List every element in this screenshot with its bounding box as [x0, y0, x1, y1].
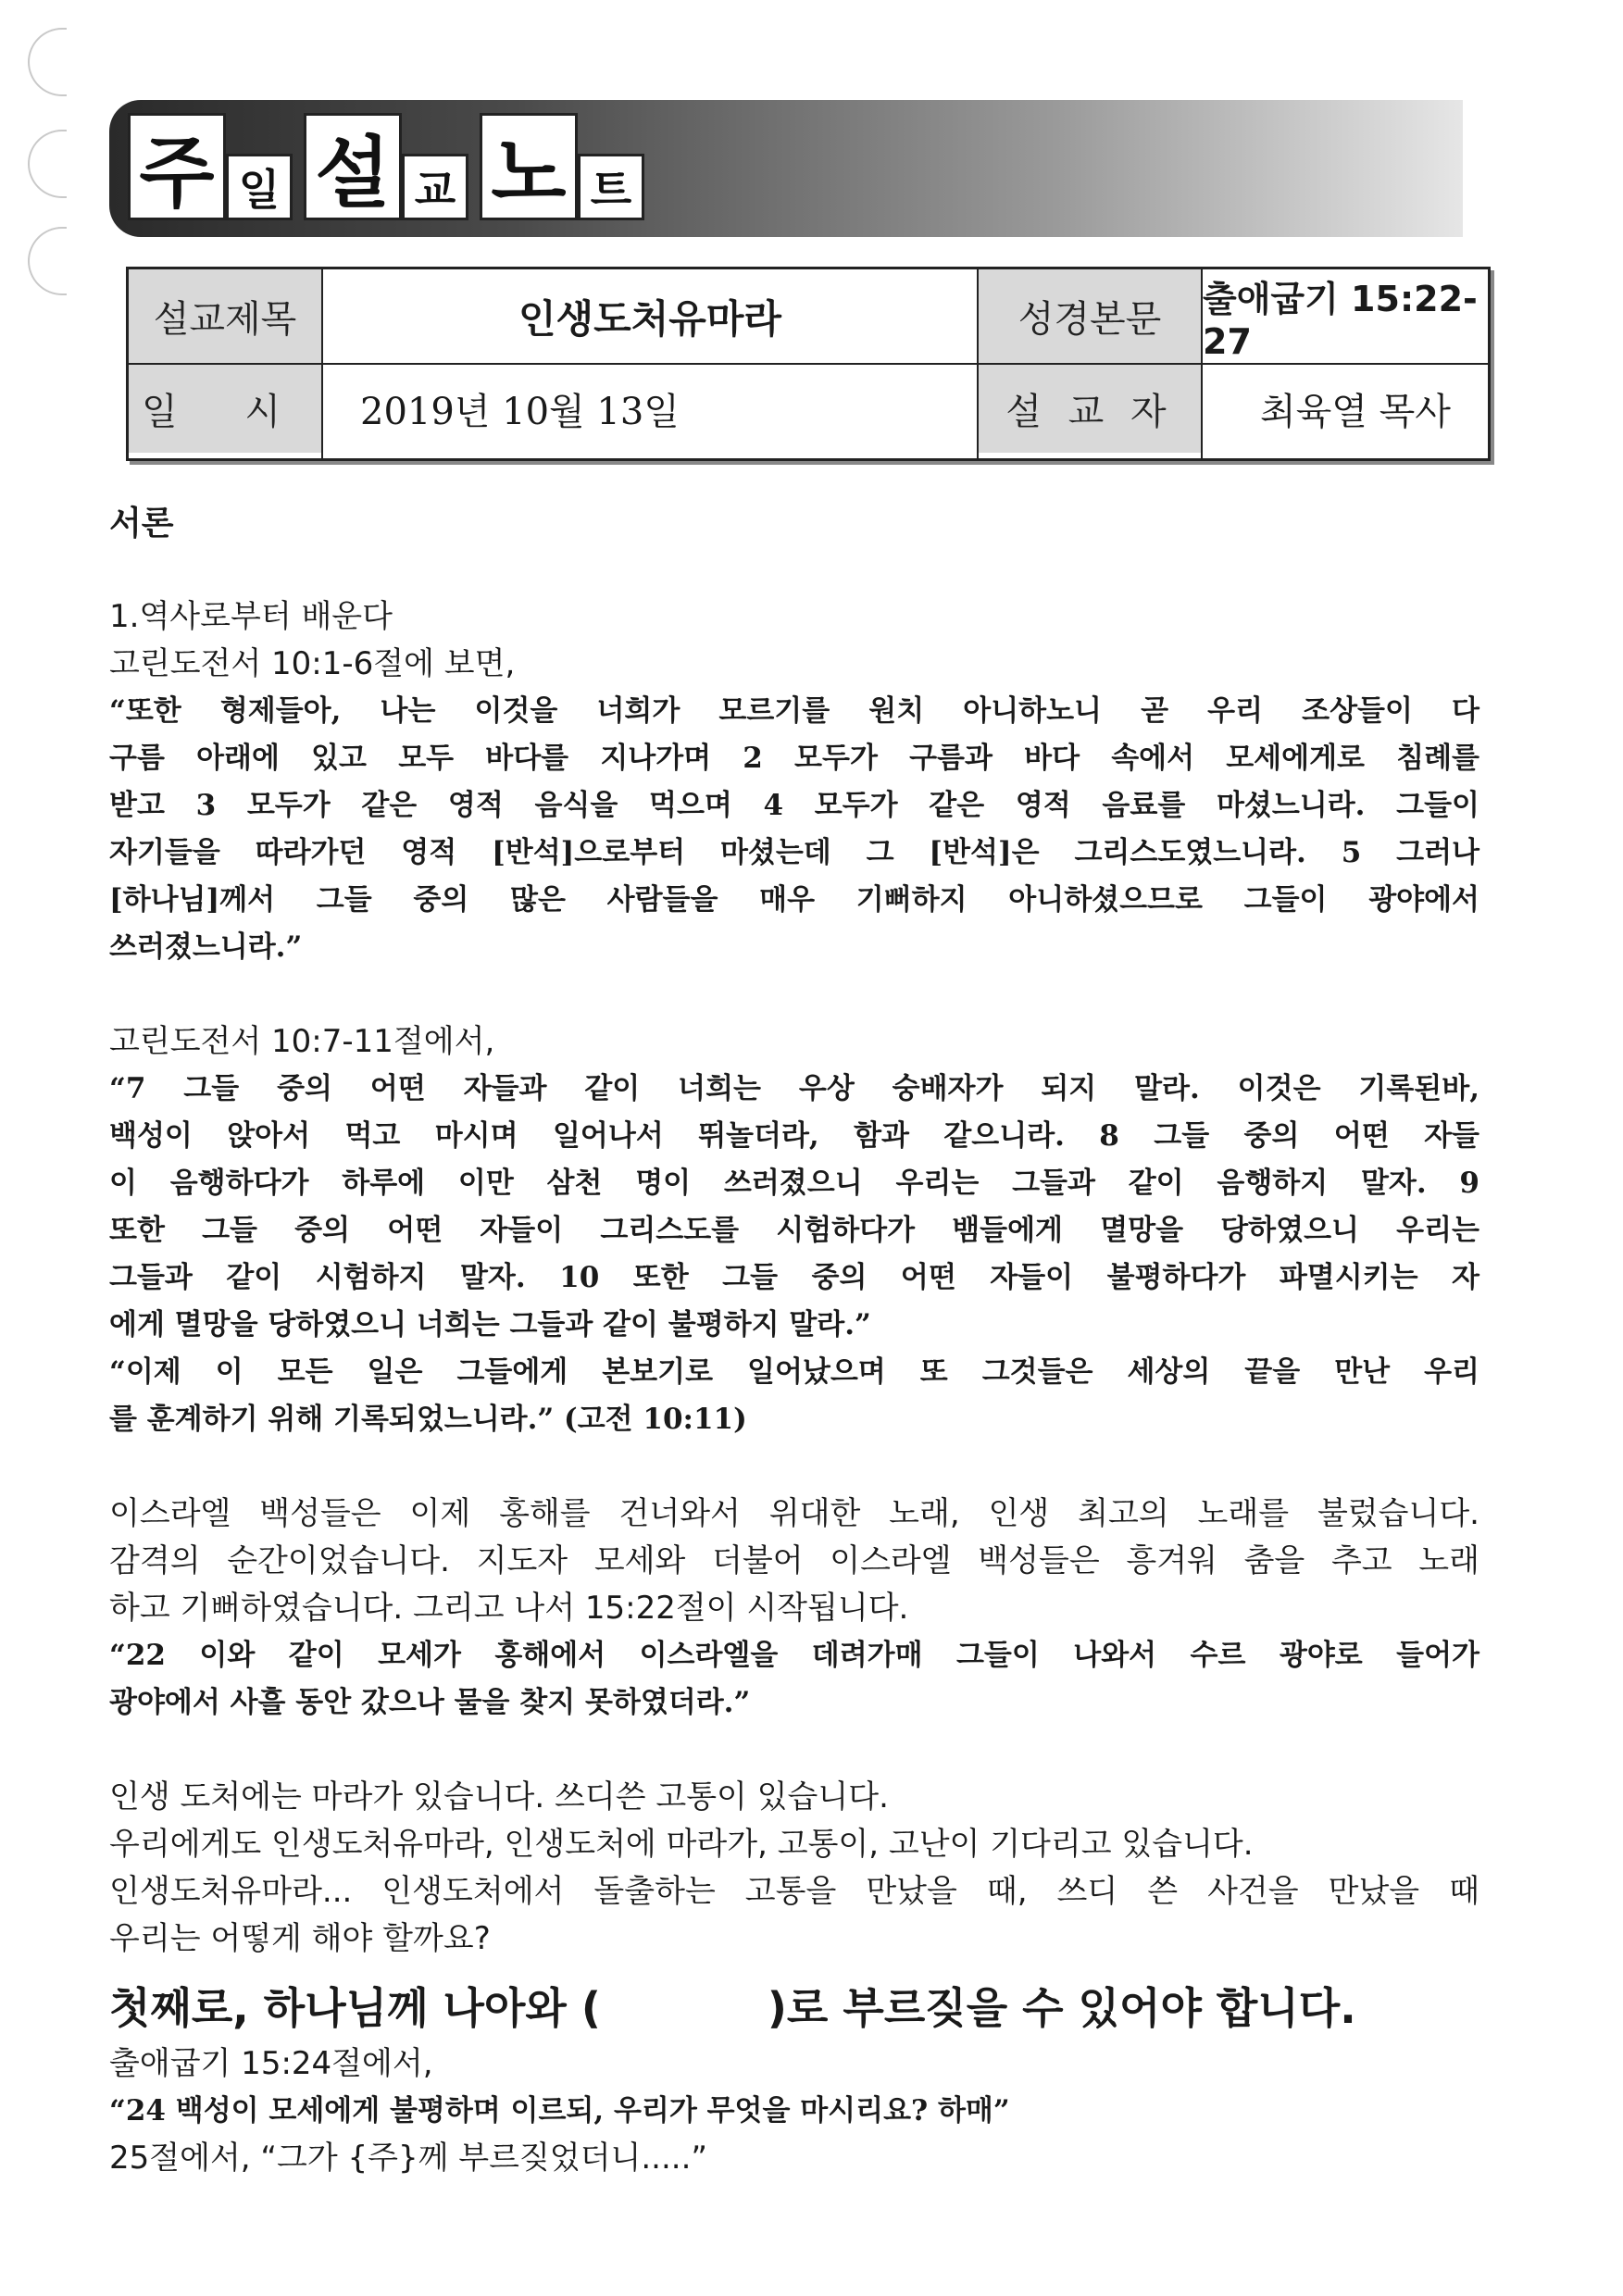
text-line: 이스라엘 백성들은 이제 홍해를 건너와서 위대한 노래, 인생 최고의 노래를 불렀습니다. [109, 1495, 1479, 1532]
punch-hole [28, 227, 67, 295]
quote-line: “22 이와 같이 모세가 홍해에서 이스라엘을 데려가매 그들이 나와서 수르 광야로 들어가 [109, 1639, 1479, 1672]
quote-line: 받고 3 모두가 같은 영적 음식을 먹으며 4 모두가 같은 영적 음료를 마셨느니라. 그들이 [109, 789, 1479, 822]
page-title [128, 113, 655, 220]
preacher-label: 설 교 자 [979, 365, 1201, 453]
text-line: 고린도전서 10:1-6절에 보면, [109, 645, 516, 682]
text-line: 인생 도처에는 마라가 있습니다. 쓰디쓴 고통이 있습니다. [109, 1778, 889, 1816]
title-char: 설 [304, 113, 402, 220]
punch-hole [28, 130, 67, 198]
quote-line: 자기들을 따라가던 영적 [반석]으로부터 마셨는데 그 [반석]은 그리스도였느니라. 5 그러나 [109, 836, 1479, 869]
quote-line: 광야에서 사흘 동안 갔으나 물을 찾지 못하였더라.” [109, 1686, 751, 1719]
quote-line: 쓰러졌느니라.” [109, 930, 303, 964]
text-line: 고린도전서 10:7-11절에서, [109, 1023, 495, 1060]
quote-line: 에게 멸망을 당하였으니 너희는 그들과 같이 불평하지 말라.” [109, 1308, 871, 1341]
title-char: 교 [402, 154, 468, 220]
scripture-value: 출애굽기 15:22-27 [1203, 279, 1478, 362]
sermon-title-value: 인생도처유마라 [518, 295, 781, 342]
quote-line: 구름 아래에 있고 모두 바다를 지나가며 2 모두가 구름과 바다 속에서 모세에게로 침례를 [109, 742, 1479, 775]
quote-line: 백성이 앉아서 먹고 마시며 일어나서 뛰놀더라, 함과 같으니라. 8 그들 중의 어떤 자들 [109, 1119, 1479, 1153]
preacher-value: 최육열 목사 [1260, 391, 1451, 433]
quote-line: “이제 이 모든 일은 그들에게 본보기로 일어났으며 또 그것들은 세상의 끝을 만난 우리 [109, 1355, 1479, 1389]
quote-line: 또한 그들 중의 어떤 자들이 그리스도를 시험하다가 뱀들에게 멸망을 당하였으니 우리는 [109, 1214, 1479, 1247]
quote-line: “또한 형제들아, 나는 이것을 너희가 모르기를 원치 아니하노니 곧 우리 조상들이 다 [109, 694, 1479, 728]
sermon-info-table [126, 267, 1491, 461]
quote-line: “7 그들 중의 어떤 자들과 같이 너희는 우상 숭배자가 되지 말라. 이것은 기록된바, [109, 1072, 1479, 1105]
punch-hole [28, 28, 67, 96]
text-line: 감격의 순간이었습니다. 지도자 모세와 더불어 이스라엘 백성들은 흥겨워 춤을 추고 노래 [109, 1542, 1479, 1579]
quote-line: “24 백성이 모세에게 불평하며 이르되, 우리가 무엇을 마시리요? 하매” [109, 2094, 1010, 2128]
scripture-label: 성경본문 [979, 269, 1201, 363]
text-line: 우리는 어떻게 해야 할까요? [109, 1920, 491, 1957]
date-value: 2019년 10월 13일 [360, 391, 680, 433]
text-line: 25절에서, “그가 {주}께 부르짖었더니.....” [109, 2140, 707, 2177]
title-char: 노 [480, 113, 578, 220]
heading-part: )로 부르짖을 수 있어야 합니다. [767, 1983, 1356, 2033]
heading-part: 첫째로, 하나님께 나아와 ( [109, 1983, 601, 2033]
section-title: 서론 [109, 505, 174, 543]
text-line: 인생도처유마라... 인생도처에서 돌출하는 고통을 만났을 때, 쓰디 쓴 사건을 만났을 때 [109, 1873, 1479, 1910]
point-heading [109, 1976, 1479, 2040]
text-line: 1.역사로부터 배운다 [109, 598, 393, 635]
date-label: 일 시 [129, 365, 321, 453]
text-line: 우리에게도 인생도처유마라, 인생도처에 마라가, 고통이, 고난이 기다리고 있습니다. [109, 1826, 1254, 1863]
sermon-title-label: 설교제목 [129, 269, 321, 363]
table-divider [129, 363, 1488, 365]
title-char: 트 [578, 154, 644, 220]
text-line: 출애굽기 15:24절에서, [109, 2045, 433, 2082]
quote-line: [하나님]께서 그들 중의 많은 사람들을 매우 기뻐하지 아니하셨으므로 그들이 광야에서 [109, 883, 1479, 917]
quote-line: 그들과 같이 시험하지 말자. 10 또한 그들 중의 어떤 자들이 불평하다가 파멸시키는 자 [109, 1261, 1479, 1294]
quote-line: 이 음행하다가 하루에 이만 삼천 명이 쓰러졌으니 우리는 그들과 같이 음행하지 말자. 9 [109, 1167, 1479, 1200]
quote-line: 를 훈계하기 위해 기록되었느니라.” (고전 10:11) [109, 1403, 747, 1436]
text-line: 하고 기뻐하였습니다. 그리고 나서 15:22절이 시작됩니다. [109, 1590, 909, 1627]
title-char: 일 [226, 154, 293, 220]
title-char: 주 [128, 113, 226, 220]
sermon-body [109, 500, 1479, 2182]
